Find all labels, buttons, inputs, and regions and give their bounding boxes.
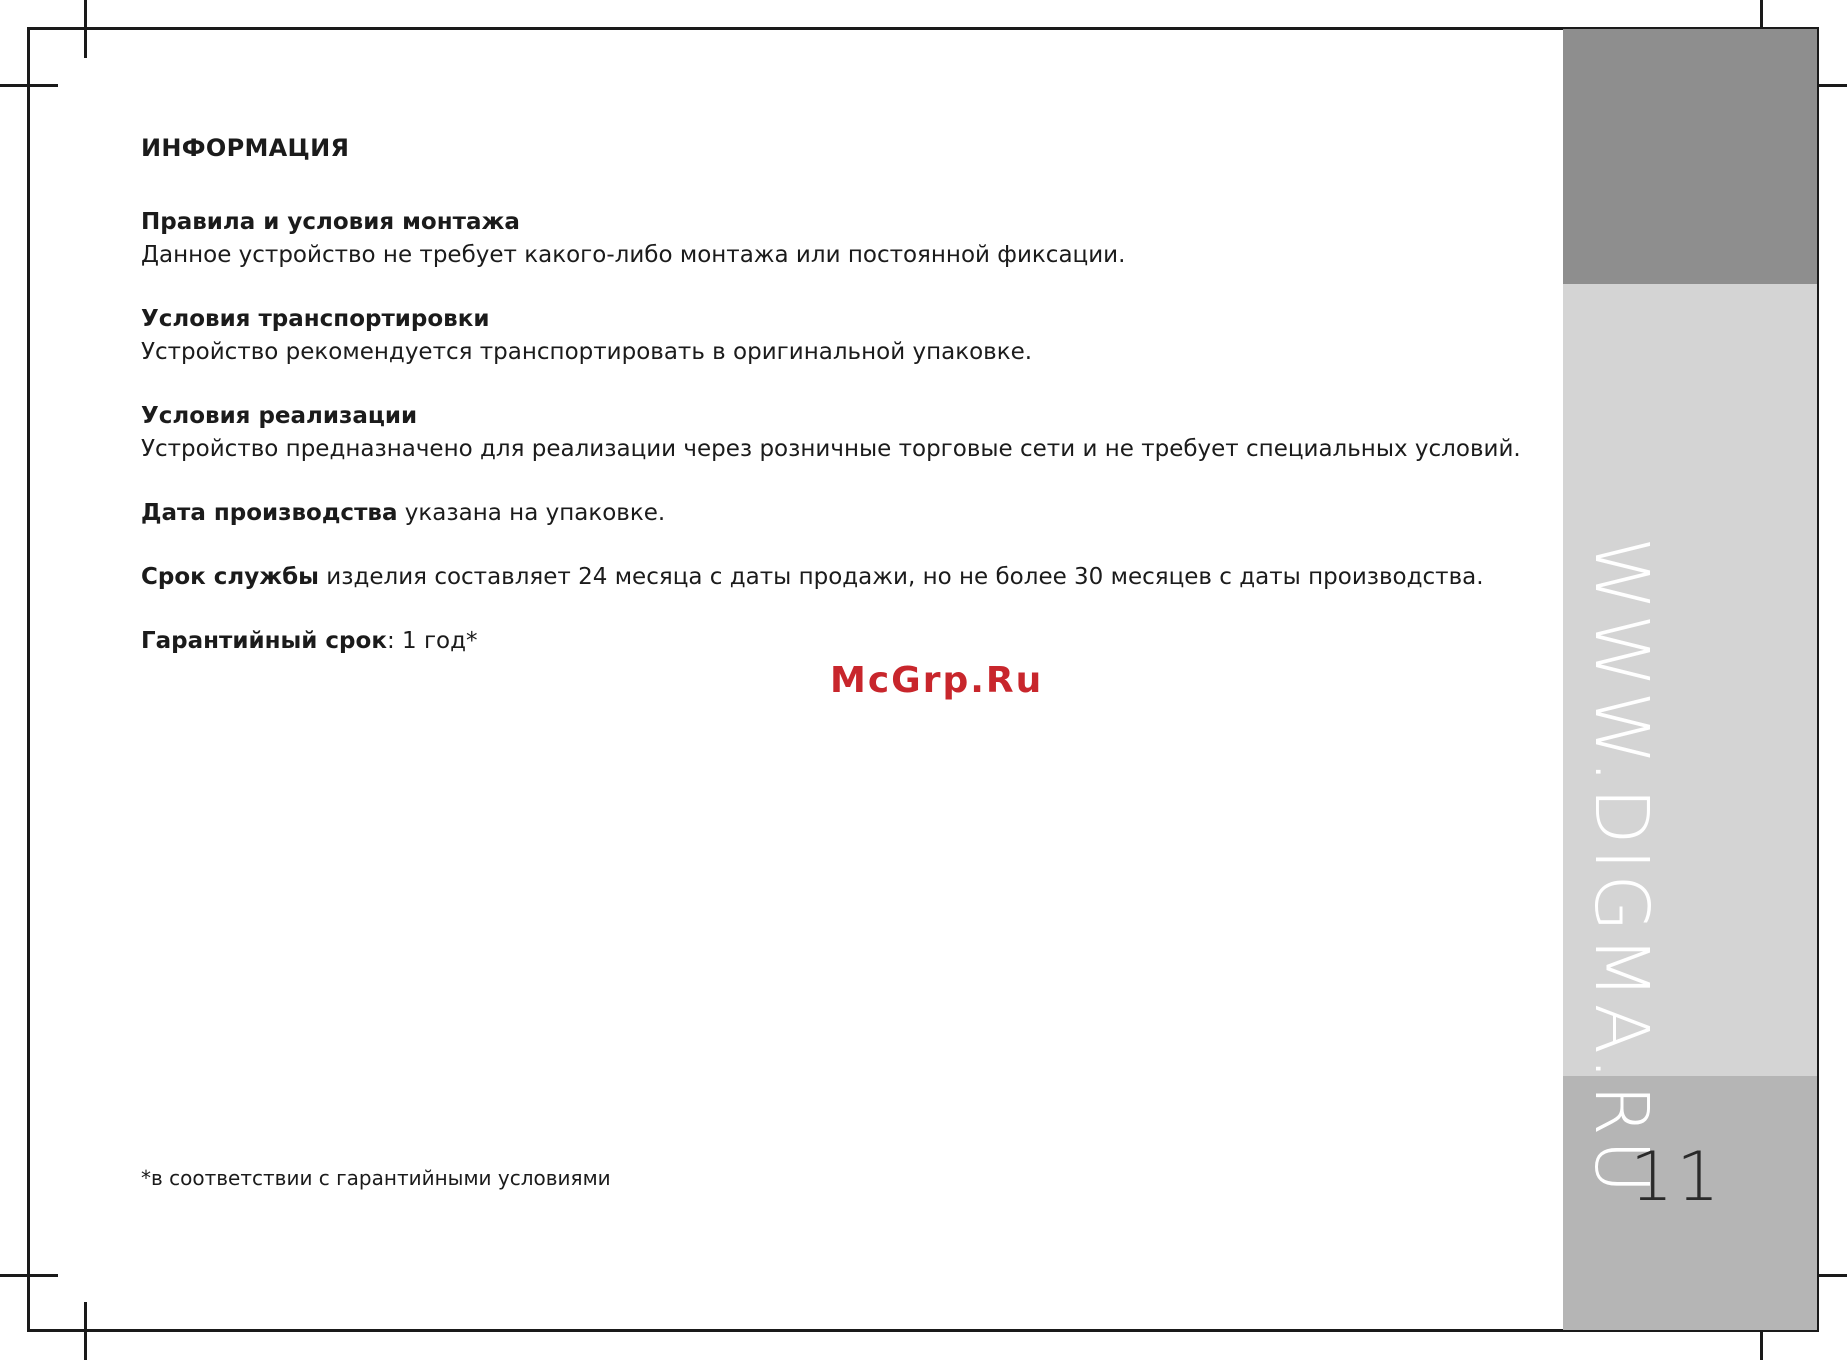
crop-mark	[0, 84, 58, 87]
section-title: Условия транспортировки	[141, 306, 490, 332]
section-text: Данное устройство не требует какого-либо монтажа или постоянной фиксации.	[141, 242, 1126, 268]
section-text: Устройство предназначено для реализации через розничные торговые сети и не требует специальных условий.	[141, 436, 1521, 462]
service-life	[141, 561, 1541, 594]
production-date-text: указана на упаковке.	[397, 500, 666, 526]
section-sales	[141, 400, 1541, 466]
crop-mark	[84, 1302, 87, 1360]
crop-mark	[84, 0, 87, 58]
page-title: ИНФОРМАЦИЯ	[141, 134, 350, 162]
section-installation	[141, 206, 1541, 272]
service-life-label: Срок службы	[141, 564, 319, 590]
production-date-label: Дата производства	[141, 500, 398, 526]
service-life-text: изделия составляет 24 месяца с даты продажи, но не более 30 месяцев с даты производства.	[318, 564, 1484, 590]
warranty-label: Гарантийный срок	[141, 628, 387, 654]
side-url: WWW.DIGMA.RU	[1578, 537, 1664, 1198]
section-title: Условия реализации	[141, 403, 418, 429]
crop-mark	[0, 1274, 58, 1277]
production-date	[141, 497, 1541, 530]
side-panel-top	[1563, 29, 1817, 284]
section-text: Устройство рекомендуется транспортировать в оригинальной упаковке.	[141, 339, 1033, 365]
main-content	[141, 134, 1541, 689]
watermark: McGrp.Ru	[830, 660, 1044, 701]
section-title: Правила и условия монтажа	[141, 209, 520, 235]
section-transport	[141, 303, 1541, 369]
footnote: *в соответствии с гарантийными условиями	[141, 1166, 611, 1190]
warranty-text: : 1 год*	[386, 628, 478, 654]
warranty	[141, 625, 1541, 658]
page-number: 11	[1630, 1138, 1723, 1217]
